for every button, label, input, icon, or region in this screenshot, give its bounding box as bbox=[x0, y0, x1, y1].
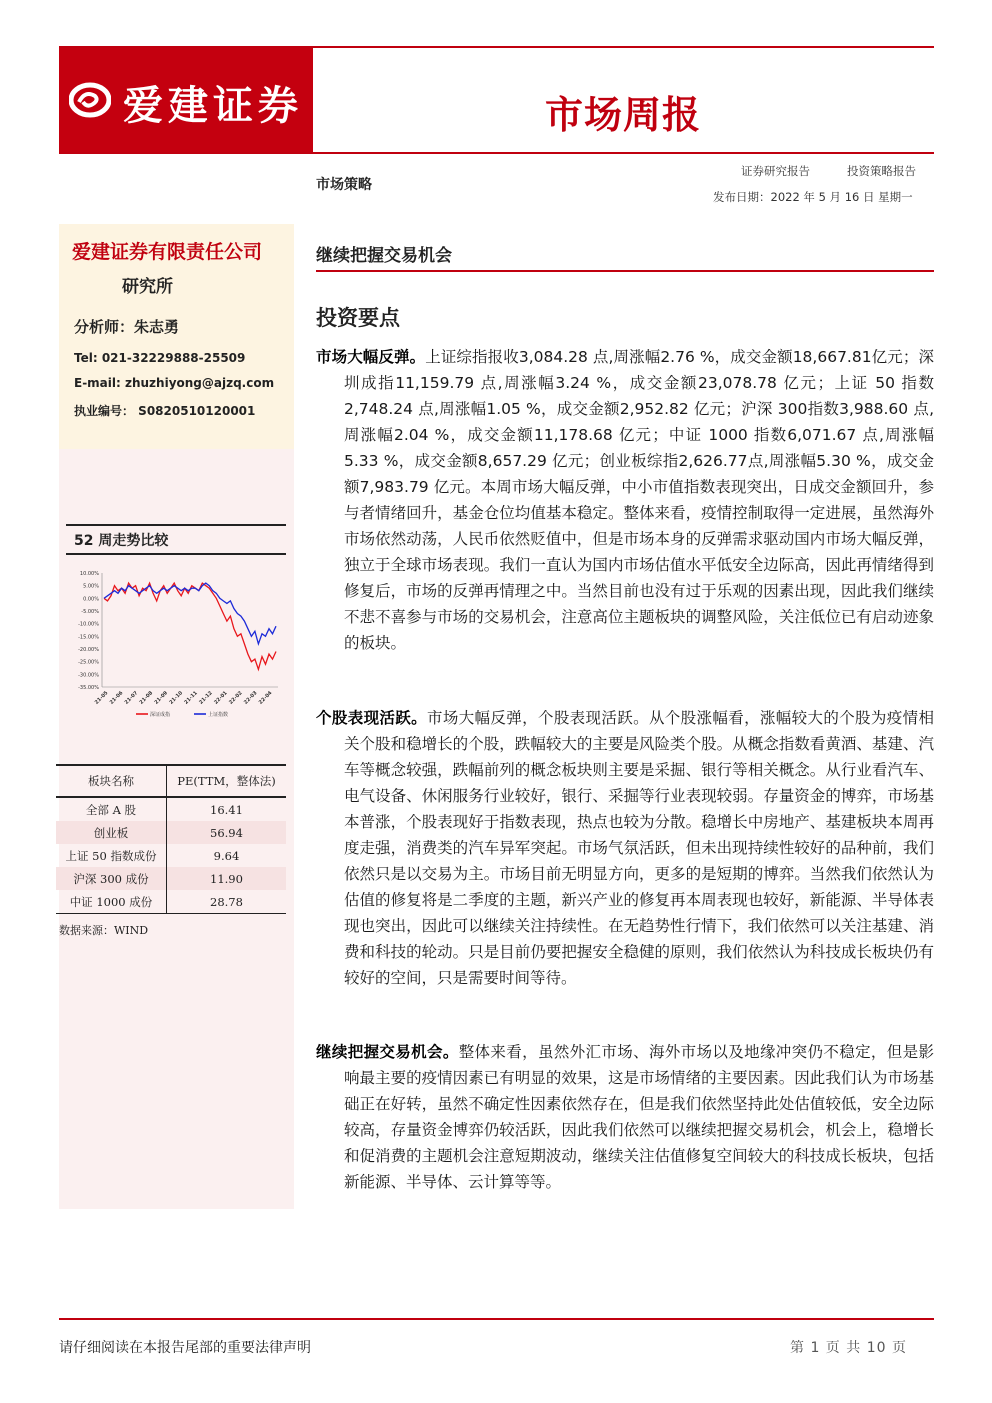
table-header-pe: PE(TTM，整体法) bbox=[166, 765, 286, 797]
sector-name: 中证 1000 成份 bbox=[56, 890, 166, 914]
chart-title-rule-top bbox=[66, 524, 286, 526]
publish-date: 发布日期：2022 年 5 月 16 日 星期一 bbox=[713, 190, 913, 204]
table-row bbox=[56, 797, 286, 821]
chart-title: 52 周走势比较 bbox=[74, 533, 169, 549]
x-tick-label: 22-03 bbox=[242, 690, 259, 706]
sector-name: 沪深 300 成份 bbox=[56, 867, 166, 890]
pe-table bbox=[56, 764, 286, 914]
y-tick-label: -10.00% bbox=[78, 621, 99, 628]
email-label: E-mail: bbox=[74, 376, 125, 390]
section-heading: 投资要点 bbox=[316, 306, 400, 330]
y-tick-label: -20.00% bbox=[78, 647, 99, 653]
x-tick-label: 21-05 bbox=[93, 690, 110, 706]
table-row bbox=[56, 844, 286, 867]
x-tick-label: 21-09 bbox=[153, 690, 170, 706]
analyst-phone: Tel: 021-32229888-25509 bbox=[74, 351, 246, 365]
report-type-strategy: 投资策略报告 bbox=[847, 164, 916, 178]
chart-title-rule-bottom bbox=[66, 553, 286, 555]
paragraph-text: 整体来看，虽然外汇市场、海外市场以及地缘冲突仍不稳定，但是影响最主要的疫情因素已有明显的效果，这是市场情绪的主要因素。因此我们认为市场基础正在好转，虽然不确定性因素依然存在，但是我们依然坚持此处估值较低，安全边际较高，存量资金博弈仍较活跃，因此我们依然可以继续把握交易机会，机会上，稳增长和促消费的主题机会注意短期波动，继续关注估值修复空间较大的科技成长板块，包括新能源、半导体、云计算等等。 bbox=[344, 1043, 934, 1191]
x-tick-label: 21-08 bbox=[138, 690, 155, 706]
x-tick-label: 22-01 bbox=[213, 690, 229, 706]
paragraph-market-rebound bbox=[316, 344, 934, 656]
x-tick-label: 21-07 bbox=[123, 690, 140, 706]
sector-pe: 28.78 bbox=[166, 890, 286, 914]
company-name: 爱建证券有限责任公司 bbox=[72, 241, 263, 263]
x-tick-label: 21-11 bbox=[183, 690, 199, 706]
sector-name: 创业板 bbox=[56, 821, 166, 844]
sector-name: 全部 A 股 bbox=[85, 802, 137, 817]
analyst-name: 分析师：朱志勇 bbox=[74, 318, 180, 336]
sector-pe: 56.94 bbox=[166, 821, 286, 844]
report-category: 市场策略 bbox=[316, 177, 372, 193]
x-tick-label: 21-12 bbox=[198, 690, 214, 706]
sector-pe: 11.90 bbox=[166, 867, 286, 890]
main-title: 继续把握交易机会 bbox=[316, 246, 452, 266]
license-number: 执业编号： S0820510120001 bbox=[74, 404, 256, 418]
sector-name: 上证 50 指数成份 bbox=[65, 848, 157, 863]
y-tick-label: -35.00% bbox=[78, 685, 99, 691]
legend-label: 深证成指 bbox=[150, 712, 171, 718]
legal-notice: 请仔细阅读在本报告尾部的重要法律声明 bbox=[59, 1340, 311, 1356]
institute-name: 研究所 bbox=[122, 277, 173, 297]
x-tick-label: 22-04 bbox=[257, 690, 274, 706]
series-line bbox=[104, 583, 276, 644]
report-title: 市场周报 bbox=[545, 93, 702, 137]
logo-text: 爱建证券 bbox=[123, 82, 303, 129]
series-line bbox=[104, 583, 276, 669]
table-header-name: 板块名称 bbox=[56, 765, 166, 797]
table-row bbox=[56, 867, 286, 890]
email-link[interactable]: zhuzhiyong@ajzq.com bbox=[124, 376, 275, 390]
y-tick-label: -5.00% bbox=[81, 609, 99, 615]
sector-pe: 9.64 bbox=[166, 844, 286, 867]
data-source: 数据来源：WIND bbox=[59, 924, 149, 937]
company-logo bbox=[59, 48, 313, 152]
report-type-securities: 证券研究报告 bbox=[741, 164, 810, 178]
sector-pe: 16.41 bbox=[166, 797, 286, 821]
trend-chart bbox=[66, 565, 286, 725]
table-header-row bbox=[56, 765, 286, 797]
paragraph-lead: 市场大幅反弹。 bbox=[316, 348, 426, 366]
x-tick-label: 22-02 bbox=[228, 690, 244, 706]
y-tick-label: 10.00% bbox=[79, 571, 99, 577]
table-row bbox=[56, 821, 286, 844]
table-row bbox=[56, 890, 286, 914]
x-tick-label: 21-06 bbox=[108, 690, 125, 706]
paragraph-stock-activity bbox=[316, 705, 934, 991]
y-tick-label: 5.00% bbox=[83, 583, 99, 590]
paragraph-text: 上证综指报收3,084.28 点,周涨幅2.76 %，成交金额18,667.81亿元；深圳成指11,159.79 点,周涨幅3.24 %，成交金额23,078.78 亿元；上证 50 指数2,748.24 点,周涨幅1.05 %，成交金额2,952.82 亿元；沪深 300指数3,988.60 点,周涨幅2.04 %，成交金额11,178.68 亿元；中证 1000 指数6,071.67 点,周涨幅5.33 %，成交金额8,657.29 亿元；创业板综指2,626.77点,周涨幅5.30 %，成交金额7,983.79 亿元。本周市场大幅反弹，中小市值指数表现突出，日成交金额回升，参与者情绪回升，基金仓位均值基本稳定。整体来看，疫情控制取得一定进展，虽然海外市场依然动荡，人民币依然贬值中，但是市场本身的反弹需求驱动国内市场大幅反弹，独立于全球市场表现。我们一直认为国内市场估值水平低安全边际高，因此再情绪得到修复后，市场的反弹再情理之中。当然目前也没有过于乐观的因素出现，因此我们继续不悲不喜参与市场的交易机会，注意高位主题板块的调整风险，关注低位已有启动迹象的板块。 bbox=[344, 348, 934, 652]
y-tick-label: -30.00% bbox=[78, 672, 99, 679]
paragraph-trading-opportunity bbox=[316, 1039, 934, 1195]
page-number: 第 1 页 共 10 页 bbox=[790, 1340, 907, 1356]
paragraph-lead: 继续把握交易机会。 bbox=[316, 1043, 459, 1061]
y-tick-label: -25.00% bbox=[78, 659, 99, 666]
logo-mark-icon bbox=[69, 82, 111, 118]
paragraph-lead: 个股表现活跃。 bbox=[316, 709, 427, 727]
y-tick-label: -15.00% bbox=[78, 634, 99, 641]
paragraph-text: 市场大幅反弹，个股表现活跃。从个股涨幅看，涨幅较大的个股为疫情相关个股和稳增长的个股，跌幅较大的主要是风险类个股。从概念指数看黄酒、基建、汽车等概念较强，跌幅前列的概念板块则主要是采掘、银行等相关概念。从行业看汽车、电气设备、休闲服务行业较好，银行、采掘等行业表现较弱。存量资金的博弈，市场基本普涨，个股表现好于指数表现，热点也较为分散。稳增长中房地产、基建板块本周再度走强，消费类的汽车异军突起。市场气氛活跃，但未出现持续性较好的品种前，我们依然只是以交易为主。市场目前无明显方向，更多的是短期的博弈。当然我们依然认为估值的修复将是二季度的主题，新兴产业的修复再本周表现也较好，新能源、半导体表现也突出，因此可以继续关注持续性。在无趋势性行情下，我们依然可以关注基建、消费和科技的轮动。只是目前仍要把握安全稳健的原则，我们依然认为科技成长板块仍有较好的空间，只是需要时间等待。 bbox=[344, 709, 934, 987]
main-title-rule bbox=[316, 270, 934, 272]
footer-rule bbox=[59, 1318, 934, 1320]
x-tick-label: 21-10 bbox=[168, 690, 184, 706]
legend-label: 上证指数 bbox=[208, 712, 229, 718]
analyst-email bbox=[74, 376, 274, 390]
header-rule bbox=[59, 152, 934, 154]
y-tick-label: 0.00% bbox=[83, 596, 99, 603]
